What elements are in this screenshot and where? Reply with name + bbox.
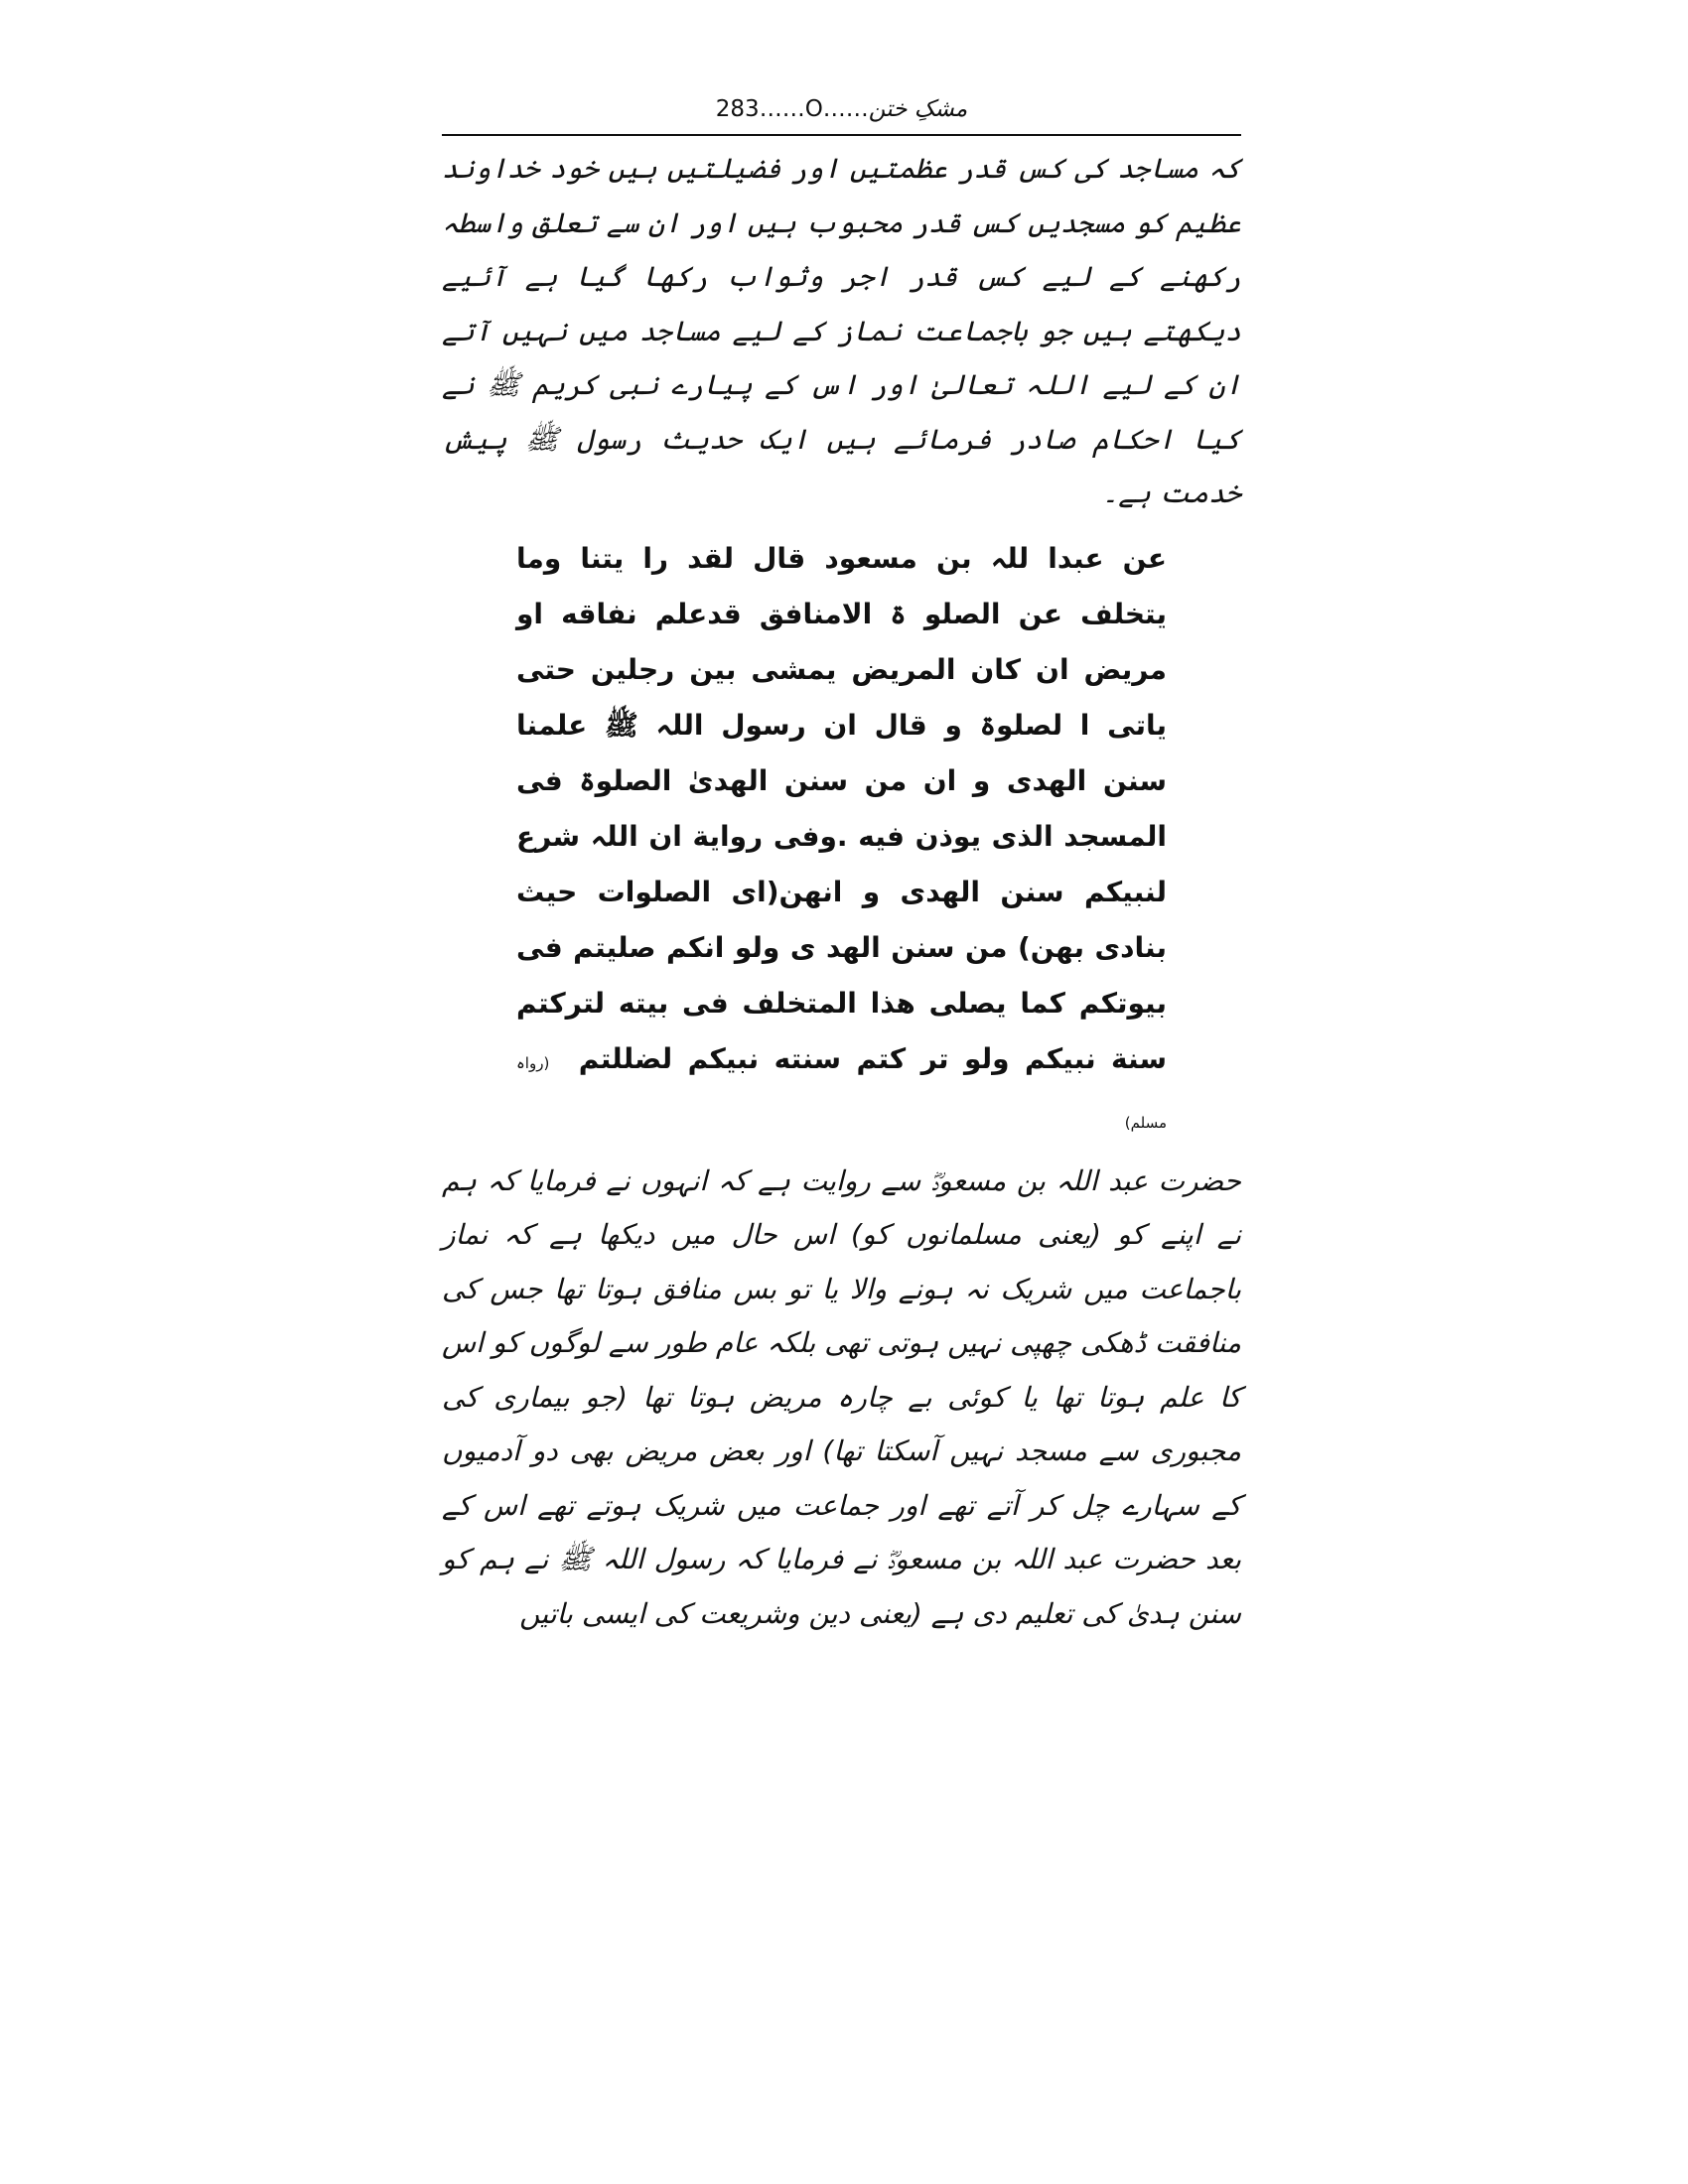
hadith-reference: (رواہ مسلم) xyxy=(516,1053,1167,1132)
hadith-text: عن عبدا للہ بن مسعود قال لقد را یتنا وما یتخلف عن الصلو ۃ الامنافق قدعلم نفاقه او مریض ان کان المریض یمشی بین رجلین حتی یاتی ا لصلوۃ و قال ان رسول اللہ ﷺ علمنا سنن الهدی و ان من سنن الهدیٰ الصلوۃ فی المسجد الذی یوذن فیه .وفی روایة ان اللہ شرع لنبیکم سنن الهدی و انهن(ای الصلوات حیث بنادی بهن) من سنن الهد ی ولو انکم صلیتم فی بیوتکم کما یصلی هذا المتخلف فی بیته لترکتم سنة نبیکم ولو تر کتم سنته نبیکم لضللتم xyxy=(516,541,1167,1075)
header-separator: ……O…… xyxy=(759,96,869,122)
intro-paragraph: کہ مساجد کی کس قدر عظمتیں اور فضیلتیں ہیں خود خداوند عظیم کو مسجدیں کس قدر محبوب ہیں اور ان سے تعلق واسطہ رکھنے کے لیے کس قدر اجر وثواب رکھا گیا ہے آئیے دیکھتے ہیں جو باجماعت نماز کے لیے مساجد میں نہیں آتے ان کے لیے اللہ تعالیٰ اور اس کے پیارے نبی کریم ﷺ نے کیا احکام صادر فرمائے ہیں ایک حدیث رسول ﷺ پیش خدمت ہے۔ xyxy=(442,152,1241,509)
running-head xyxy=(442,94,1241,124)
page-number: 283 xyxy=(715,96,760,122)
translation-paragraph: حضرت عبد اللہ بن مسعودؓ سے روایت ہے کہ انہوں نے فرمایا کہ ہم نے اپنے کو (یعنی مسلمانوں کو) اس حال میں دیکھا ہے کہ نماز باجماعت میں شریک نہ ہونے والا یا تو بس منافق ہوتا تھا جس کی منافقت ڈھکی چھپی نہیں ہوتی تھی بلکہ عام طور سے لوگوں کو اس کا علم ہوتا تھا یا کوئی بے چارہ مریض ہوتا تھا (جو بیماری کی مجبوری سے مسجد نہیں آسکتا تھا) اور بعض مریض بھی دو آدمیوں کے سہارے چل کر آتے تھے اور جماعت میں شریک ہوتے تھے اس کے بعد حضرت عبد اللہ بن مسعودؓ نے فرمایا کہ رسول اللہ ﷺ نے ہم کو سنن ہدیٰ کی تعلیم دی ہے (یعنی دین وشریعت کی ایسی باتیں xyxy=(442,1163,1241,1630)
hadith-block xyxy=(516,531,1167,1151)
header-rule xyxy=(442,134,1241,136)
page-content xyxy=(442,94,1241,1641)
running-title: مشکِ ختن xyxy=(868,96,968,122)
